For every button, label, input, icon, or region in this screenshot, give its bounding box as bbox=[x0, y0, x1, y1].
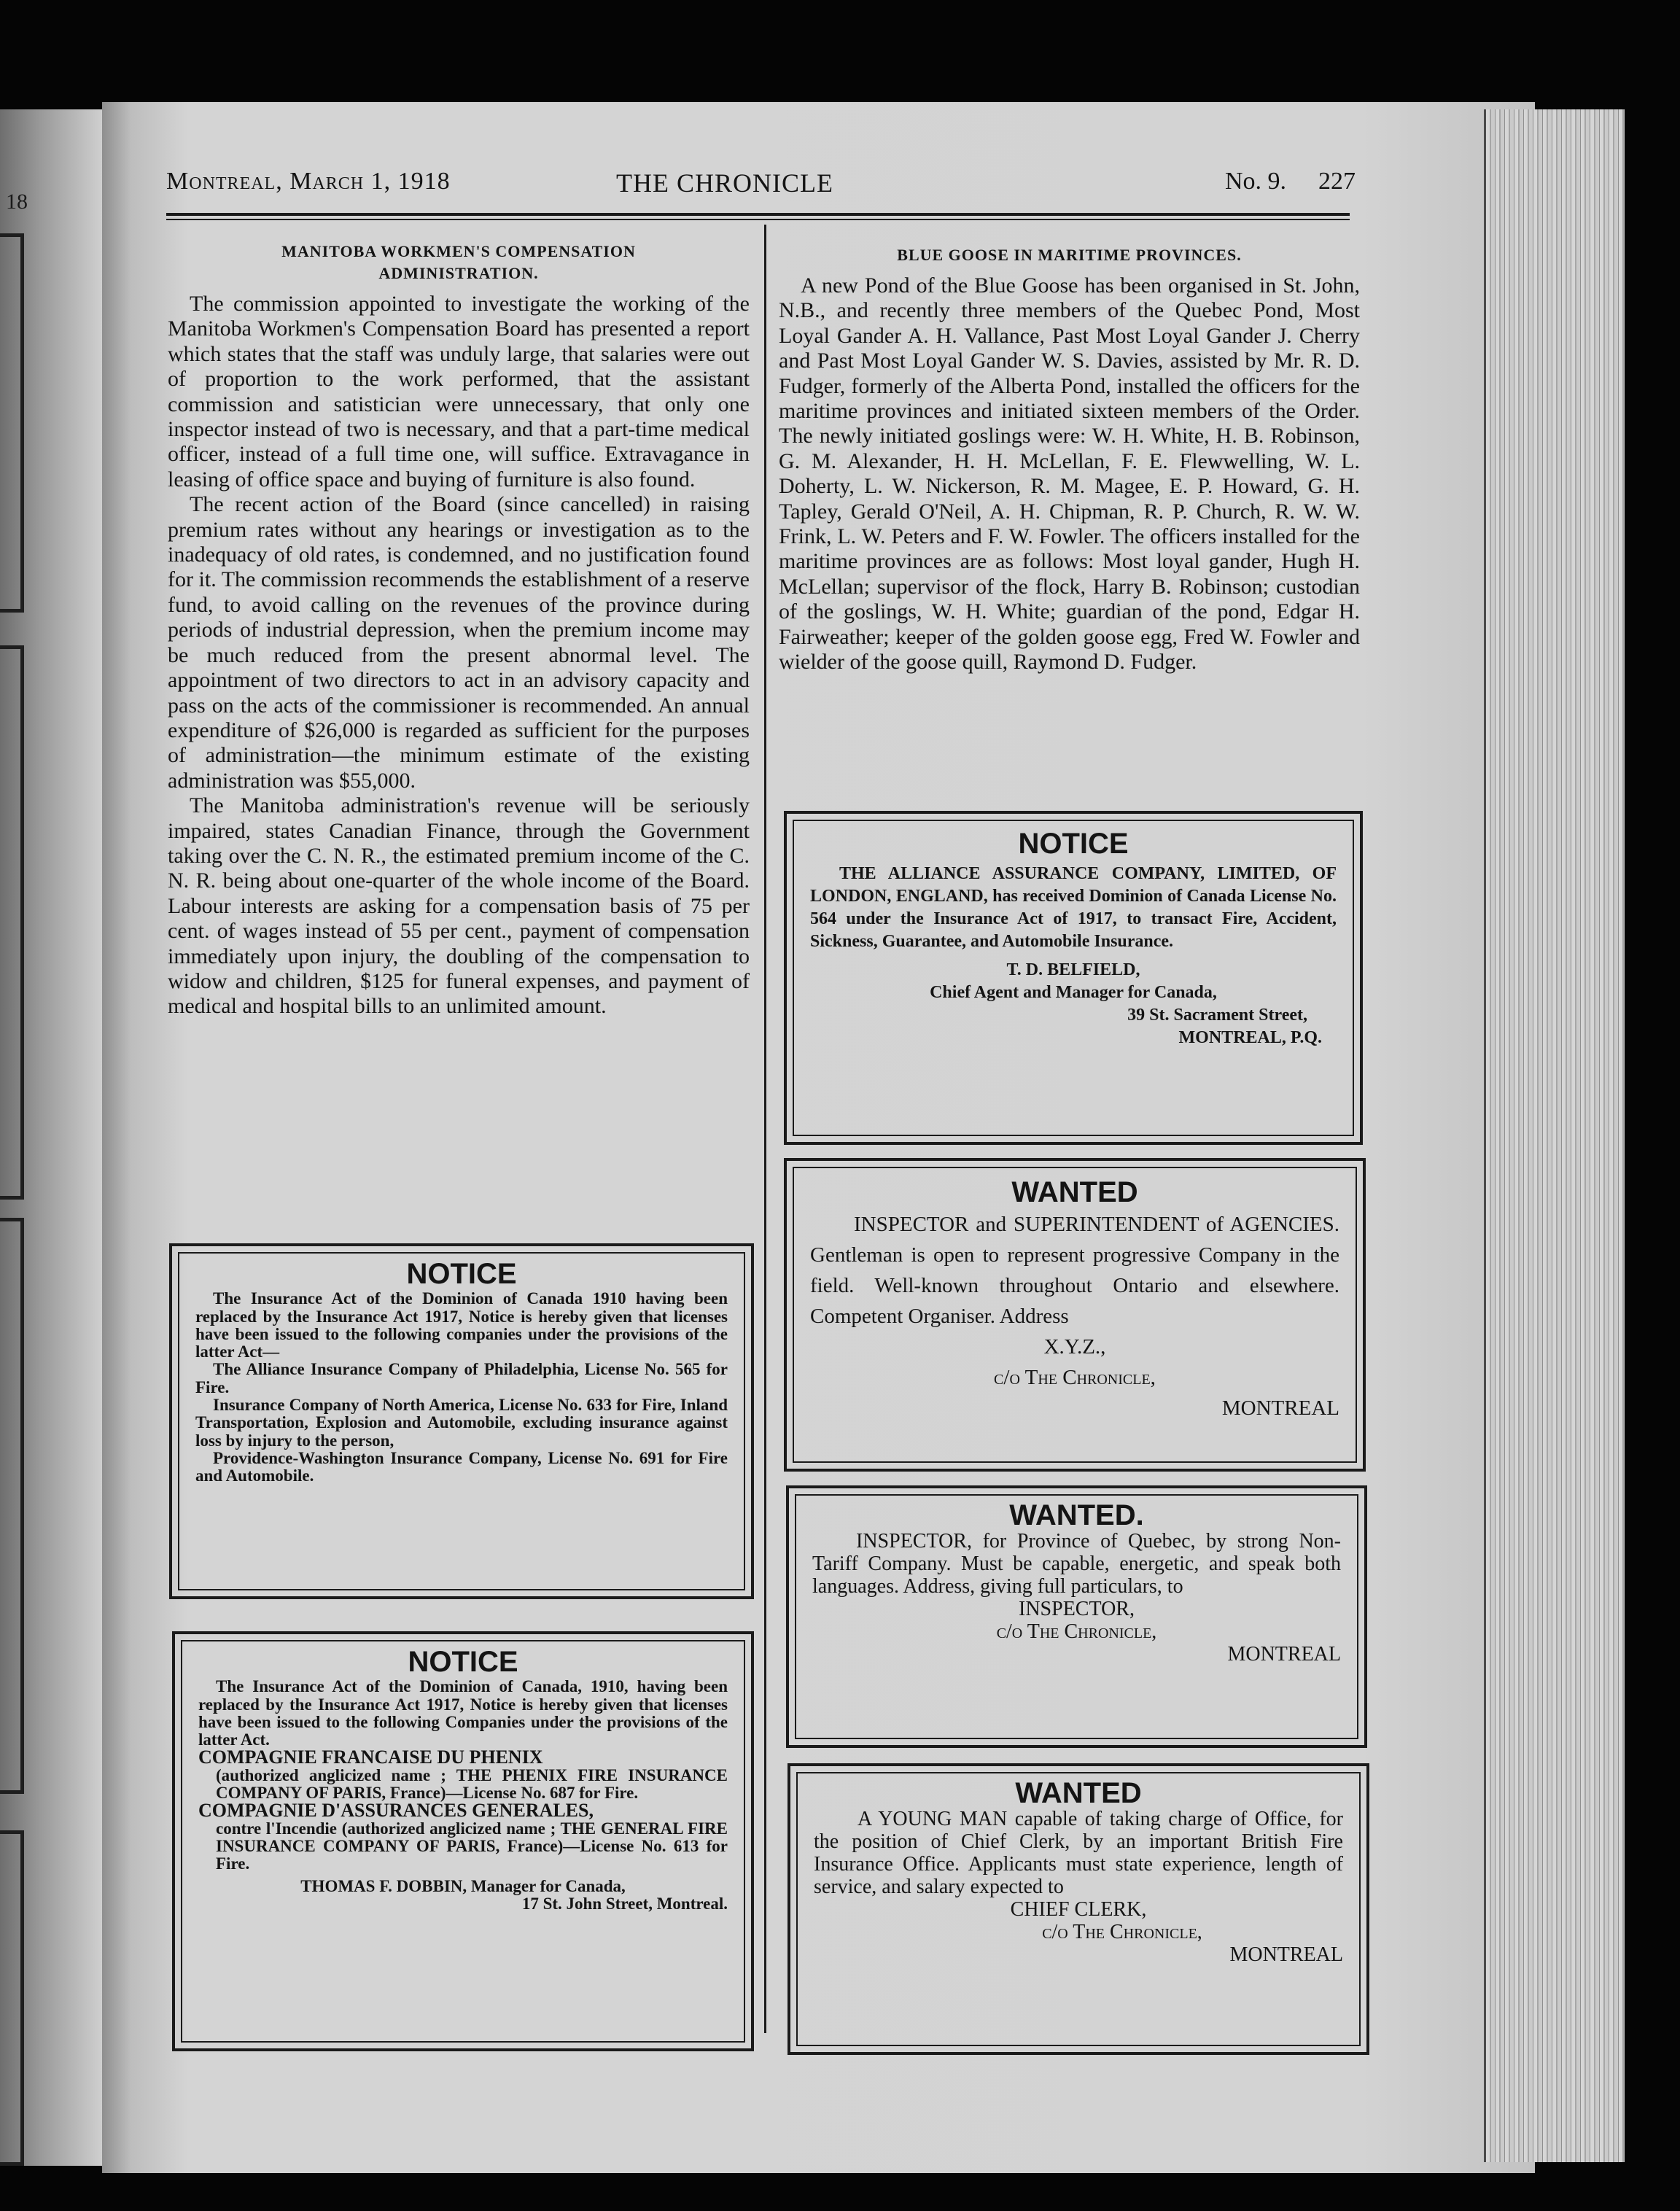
previous-page-edge bbox=[0, 109, 102, 2166]
notice-3-city: MONTREAL, P.Q. bbox=[1178, 1028, 1322, 1047]
wanted-3-title: WANTED bbox=[1015, 1777, 1142, 1809]
wanted-1-title: WANTED bbox=[1011, 1176, 1138, 1208]
notice-2-company-detail: contre l'Incendie (authorized anglicized name ; THE GENERAL FIRE INSURANCE COMPANY OF PARIS, France)—License No. 613 for Fire. bbox=[216, 1819, 728, 1873]
left-article bbox=[168, 241, 750, 1019]
left-article-heading: MANITOBA WORKMEN'S COMPENSATION ADMINISTRATION. bbox=[281, 242, 636, 282]
left-article-paragraph: The Manitoba administration's revenue will be seriously impaired, states Canadian Finance, through the Government taking over the C. N. R., the estimated premium income of the C. N. R. being about one-quarter of the whole income of the Board. Labour interests are asking for a compensation basis of 75 per cent. of wages instead of 55 per cent., payment of compensation immediately upon injury, the doubling of the compensation to widow and children, $125 for funeral expenses, and payment of medical and hospital bills to an unlimited amount. bbox=[168, 793, 750, 1019]
notice-1-item: Providence-Washington Insurance Company, License No. 691 for Fire and Automobile. bbox=[195, 1448, 728, 1485]
notice-2-signature: THOMAS F. DOBBIN, Manager for Canada, bbox=[300, 1876, 626, 1895]
wanted-box-1 bbox=[784, 1158, 1366, 1472]
notice-3-signer-title: Chief Agent and Manager for Canada, bbox=[930, 983, 1217, 1002]
notice-2-address: 17 St. John Street, Montreal. bbox=[521, 1894, 728, 1913]
wanted-1-body: INSPECTOR and SUPERINTENDENT of AGENCIES. Gentleman is open to represent progressive Company in the field. Well-known throughout Ontario and elsewhere. Competent Organiser. Address bbox=[810, 1213, 1339, 1328]
previous-page-box bbox=[0, 233, 24, 613]
notice-1-item: Insurance Company of North America, License No. 633 for Fire, Inland Transportation, Explosion and Automobile, excluding insurance against loss by injury to the person, bbox=[195, 1396, 728, 1450]
notice-2-company-detail: (authorized anglicized name ; THE PHENIX FIRE INSURANCE COMPANY OF PARIS, France)—License No. 687 for Fire. bbox=[216, 1765, 728, 1803]
notice-box-2 bbox=[172, 1631, 754, 2051]
previous-page-box bbox=[0, 645, 24, 1200]
wanted-box-2 bbox=[786, 1485, 1367, 1748]
notice-1-intro: The Insurance Act of the Dominion of Canada 1910 having been replaced by the Insurance Act 1917, Notice is hereby given that licenses have been issued to the following companies under the provisions of the latter Act— bbox=[195, 1289, 728, 1361]
wanted-1-reply-city: MONTREAL bbox=[1221, 1396, 1339, 1420]
right-article-heading: BLUE GOOSE IN MARITIME PROVINCES. bbox=[897, 246, 1242, 264]
previous-page-number: 18 bbox=[6, 190, 28, 214]
wanted-3-body: A YOUNG MAN capable of taking charge of Office, for the position of Chief Clerk, by an important British Fire Insurance Office. Applicants must state experience, length of service, and salary expected to bbox=[814, 1808, 1343, 1898]
notice-3-signer: T. D. BELFIELD, bbox=[1006, 960, 1140, 979]
header-title: THE CHRONICLE bbox=[616, 168, 833, 198]
notice-2-title: NOTICE bbox=[408, 1646, 518, 1678]
wanted-1-reply-care: c/o The Chronicle, bbox=[994, 1366, 1156, 1389]
page-block-edges bbox=[1484, 109, 1625, 2162]
notice-1-item: The Alliance Insurance Company of Philadelphia, License No. 565 for Fire. bbox=[195, 1360, 728, 1396]
wanted-3-reply-city: MONTREAL bbox=[1229, 1943, 1343, 1966]
notice-box-3 bbox=[784, 811, 1363, 1145]
notice-3-body: THE ALLIANCE ASSURANCE COMPANY, LIMITED, OF LONDON, ENGLAND, has received Dominion of Canada License No. 564 under the Insurance Act of 1917, to transact Fire, Accident, Sickness, Guarantee, and Automobile Insurance. bbox=[810, 864, 1337, 951]
header-rule bbox=[166, 219, 1350, 220]
right-article-paragraph: A new Pond of the Blue Goose has been organised in St. John, N.B., and recently three members of the Quebec Pond, Most Loyal Gander A. H. Vallance, Past Most Loyal Gander J. Cherry and Past Most Loyal Gander W. S. Davies, assisted by Mr. R. D. Fudger, formerly of the Alberta Pond, installed the officers for the maritime provinces and initiated sixteen members of the Order. The newly initiated goslings were: W. H. White, H. B. Robinson, G. M. Alexander, H. H. McLellan, F. E. Flewwelling, W. L. Doherty, L. W. Nickerson, R. M. Magee, E. P. Howard, G. H. Tapley, Gerald O'Neil, A. H. Chipman, R. P. Church, R. W. W. Frink, L. W. Peters and F. W. Fowler. The officers installed for the maritime provinces are as follows: Most loyal gander, Hugh H. McLellan; supervisor of the flock, Harry B. Robinson; custodian of the goslings, W. H. White; guardian of the pond, Edgar H. Fairweather; keeper of the golden goose egg, Fred W. Fowler and wielder of the goose quill, Raymond D. Fudger. bbox=[779, 273, 1360, 675]
notice-2-intro: The Insurance Act of the Dominion of Canada, 1910, having been replaced by the Insurance Act 1917, Notice is hereby given that licenses have been issued to the following Companies under the provisions of the latter Act. bbox=[198, 1677, 728, 1749]
wanted-1-reply-name: X.Y.Z., bbox=[1043, 1335, 1106, 1359]
notice-3-title: NOTICE bbox=[1018, 828, 1129, 860]
notice-2-company-name: COMPAGNIE FRANCAISE DU PHENIX bbox=[198, 1746, 543, 1768]
wanted-3-reply-care: c/o The Chronicle, bbox=[1042, 1921, 1202, 1943]
header-rule bbox=[166, 213, 1350, 216]
wanted-2-reply-care: c/o The Chronicle, bbox=[996, 1620, 1157, 1643]
left-article-paragraph: The recent action of the Board (since cancelled) in raising premium rates without any hearings or investigation as to the inadequacy of old rates, is condemned, and no justification found for it. The commission recommends the establishment of a reserve fund, to avoid calling on the revenues of the province during periods of industrial depression, when the premium income may be much reduced from the present abnormal level. The appointment of two directors to act in an advisory capacity and pass on the acts of the commissioner is recommended. An annual expenditure of $26,000 is regarded as sufficient for the purposes of administration—the minimum estimate of the existing administration was $55,000. bbox=[168, 492, 750, 793]
previous-page-box bbox=[0, 1830, 24, 2166]
wanted-2-reply-name: INSPECTOR, bbox=[1019, 1598, 1135, 1620]
right-article bbox=[779, 244, 1360, 675]
notice-1-title: NOTICE bbox=[406, 1258, 517, 1290]
notice-3-address: 39 St. Sacrament Street, bbox=[1127, 1006, 1307, 1025]
wanted-2-body: INSPECTOR, for Province of Quebec, by strong Non-Tariff Company. Must be capable, energetic, and speak both languages. Address, giving full particulars, to bbox=[812, 1530, 1341, 1598]
header-page-number: 227 bbox=[1318, 168, 1356, 195]
header-issue: No. 9. bbox=[1225, 168, 1287, 195]
notice-2-company-name: COMPAGNIE D'ASSURANCES GENERALES, bbox=[198, 1800, 594, 1822]
column-divider bbox=[764, 225, 766, 2033]
wanted-box-3 bbox=[788, 1763, 1369, 2055]
wanted-2-title: WANTED. bbox=[1009, 1499, 1144, 1531]
wanted-3-reply-name: CHIEF CLERK, bbox=[1010, 1898, 1147, 1921]
left-article-paragraph: The commission appointed to investigate the working of the Manitoba Workmen's Compensation Board has presented a report which states that the staff was unduly large, that salaries were out of proportion to the work performed, that the assistant commission and satistician were unnecessary, that only one inspector instead of two is necessary, and that a part-time medical officer, instead of a full time one, will suffice. Extravagance in leasing of office space and buying of furniture is also found. bbox=[168, 292, 750, 491]
notice-box-1 bbox=[169, 1243, 754, 1599]
wanted-2-reply-city: MONTREAL bbox=[1227, 1643, 1341, 1666]
header-date: Montreal, March 1, 1918 bbox=[166, 168, 451, 195]
previous-page-box bbox=[0, 1218, 24, 1794]
